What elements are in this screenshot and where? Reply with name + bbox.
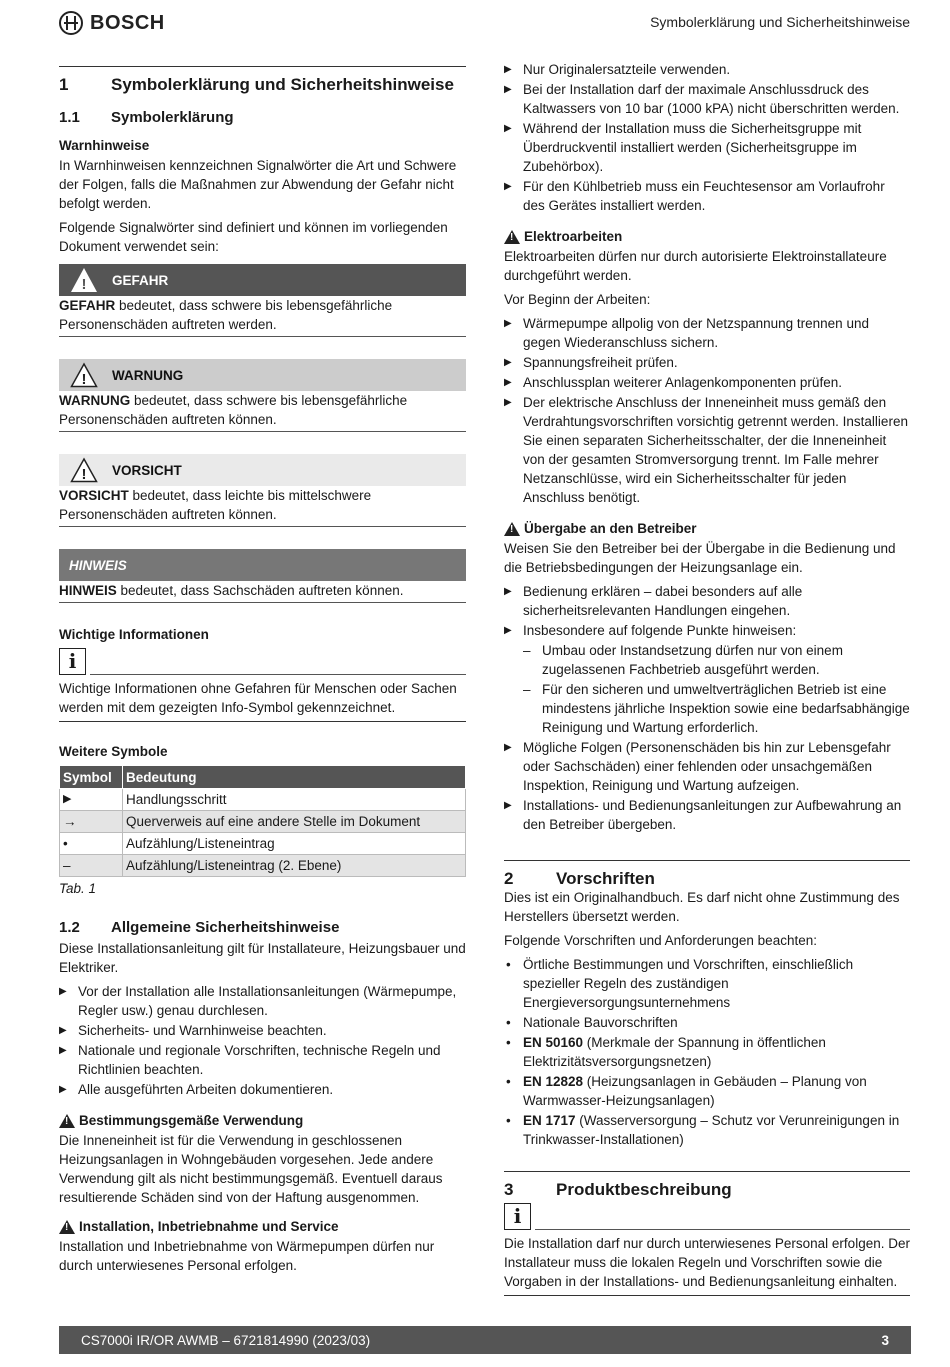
meaning-cell: Handlungsschritt bbox=[123, 789, 466, 811]
signal-word: VORSICHT bbox=[59, 488, 129, 503]
list-item: ▶ Wärmepumpe allpolig von der Netzspannung trennen und gegen Wiederanschluss sichern. bbox=[504, 314, 910, 352]
hinweis-description bbox=[59, 581, 466, 603]
installation-heading bbox=[59, 1217, 466, 1236]
column-header-bedeutung: Bedeutung bbox=[123, 766, 466, 789]
norm-code: EN 50160 bbox=[523, 1035, 584, 1050]
document-id: CS7000i IR/OR AWMB – 6721814990 (2023/03) bbox=[81, 1332, 371, 1348]
signal-word: GEFAHR bbox=[59, 298, 116, 313]
info-symbol-row bbox=[504, 1203, 910, 1230]
paragraph: Die Inneneinheit ist für die Verwendung in geschlossenen Heizungsanlagen in Wohngebäuden vorgesehen. Jede andere Verwendung gilt als nicht bestimmungsgemäß. Eventuell daraus resultierende Schäden sind von der Haftung ausgenommen. bbox=[59, 1133, 443, 1205]
info-icon: i bbox=[59, 648, 86, 675]
warning-triangle-icon bbox=[69, 455, 99, 485]
info-symbol-row bbox=[59, 648, 466, 675]
warning-triangle-icon bbox=[59, 1114, 75, 1128]
section-number: 1 bbox=[59, 75, 69, 94]
norm-text: (Merkmale der Spannung in öffentlichen Elektrizitätsversorgungsnetzen) bbox=[523, 1035, 826, 1069]
table-row bbox=[60, 855, 466, 877]
section-1-1-heading bbox=[59, 108, 466, 127]
section-number: 1.1 bbox=[59, 109, 80, 126]
signal-label: VORSICHT bbox=[112, 462, 182, 478]
paragraph: In Warnhinweisen kennzeichnen Signalwörter die Art und Schwere der Folgen, falls die Maßnahmen zur Abwendung der Gefahr nicht befolgt werden. bbox=[59, 158, 457, 211]
bosch-armature-icon bbox=[59, 11, 83, 35]
warning-triangle-icon bbox=[69, 265, 99, 295]
paragraph: Folgende Signalwörter sind definiert und können im vorliegenden Dokument verwendet sein: bbox=[59, 220, 448, 254]
norm-text: (Wasserversorgung – Schutz vor Verunreinigungen in Trinkwasser-Installationen) bbox=[523, 1113, 900, 1147]
vorsicht-description bbox=[59, 486, 466, 527]
section-title: Allgemeine Sicherheitshinweise bbox=[111, 919, 340, 936]
elektro-heading bbox=[504, 227, 910, 246]
warnhinweise-heading: Warnhinweise bbox=[59, 138, 150, 153]
page-footer bbox=[59, 1326, 911, 1354]
norm-text: (Heizungsanlagen in Gebäuden – Planung von Warmwasser-Heizungsanlagen) bbox=[523, 1074, 867, 1108]
list-item: ▶ Nur Originalersatzteile verwenden. bbox=[504, 60, 910, 79]
gefahr-banner bbox=[59, 264, 466, 296]
table-caption: Tab. 1 bbox=[59, 881, 97, 896]
sub-list-item: – Für den sicheren und umweltverträglichen Betrieb ist eine mindestens jährliche Inspektion sowie eine bedarfsabhängige Reinigung und Wartung erforderlich. bbox=[504, 680, 910, 737]
list-item bbox=[504, 1072, 910, 1110]
section-title: Vorschriften bbox=[556, 869, 655, 888]
meaning-cell: Querverweis auf eine andere Stelle im Dokument bbox=[123, 811, 466, 833]
sub-list-item: – Umbau oder Instandsetzung dürfen nur von einem zugelassenen Fachbetrieb ausgeführt werden. bbox=[504, 641, 910, 679]
right-column bbox=[504, 60, 910, 1301]
warning-triangle-icon bbox=[69, 360, 99, 390]
svg-text:!: ! bbox=[81, 466, 87, 483]
list-item: ▶ Alle ausgeführten Arbeiten dokumentieren. bbox=[59, 1080, 466, 1099]
signal-text: bedeutet, dass Sachschäden auftreten können. bbox=[116, 583, 404, 598]
section-title: Symbolerklärung bbox=[111, 109, 234, 126]
list-item: ▶ Installations- und Bedienungsanleitungen zur Aufbewahrung an den Betreiber übergeben. bbox=[504, 796, 910, 834]
wichtige-informationen-heading: Wichtige Informationen bbox=[59, 627, 209, 642]
signal-label: WARNUNG bbox=[112, 367, 184, 383]
list-item: ▶ Vor der Installation alle Installationsanleitungen (Wärmepumpe, Regler usw.) genau durchlesen. bbox=[59, 982, 466, 1020]
svg-text:!: ! bbox=[81, 276, 87, 293]
list-item: ▶ Insbesondere auf folgende Punkte hinweisen: bbox=[504, 621, 910, 640]
svg-text:!: ! bbox=[81, 371, 87, 388]
signal-word: WARNUNG bbox=[59, 393, 131, 408]
section-number: 1.2 bbox=[59, 919, 80, 936]
symbol-cell: ▶ bbox=[60, 789, 123, 811]
meaning-cell: Aufzählung/Listeneintrag (2. Ebene) bbox=[123, 855, 466, 877]
list-item: ▶ Der elektrische Anschluss der Inneneinheit muss gemäß den Verdrahtungsvorschriften vorsichtig getrennt werden. Installieren Sie einen separaten Sicherheitsschalter, der die Inneneinheit von der gesamten Stromversorgung trennt. Im Falle mehrer Netzanschlüsse, wird ein Sicherheitsschalter für jeden Anschluss benötigt. bbox=[504, 393, 910, 507]
heading-text: Installation, Inbetriebnahme und Service bbox=[79, 1219, 339, 1234]
list-item: ▶ Mögliche Folgen (Personenschäden bis hin zur Lebensgefahr oder Sachschäden) einer fehlenden oder unsachgemäßen Inspektion, Reinigung und Wartung aufzeigen. bbox=[504, 738, 910, 795]
warning-triangle-icon bbox=[504, 522, 520, 536]
divider bbox=[535, 1229, 910, 1230]
section-title: Symbolerklärung und Sicherheitshinweise bbox=[111, 75, 454, 94]
bosch-logo bbox=[59, 11, 165, 35]
installation-list bbox=[504, 60, 910, 215]
symbol-cell: → bbox=[60, 811, 123, 833]
warning-triangle-icon bbox=[59, 1220, 75, 1234]
column-header-symbol: Symbol bbox=[60, 766, 123, 789]
list-item: ▶ Bei der Installation darf der maximale Anschlussdruck des Kaltwassers von 10 bar (1000 kPA) nicht überschritten werden. bbox=[504, 80, 910, 118]
info-icon: i bbox=[504, 1203, 531, 1230]
safety-list bbox=[59, 982, 466, 1099]
page-number: 3 bbox=[881, 1332, 889, 1348]
brand-name: BOSCH bbox=[90, 11, 165, 34]
heading-text: Bestimmungsgemäße Verwendung bbox=[79, 1113, 304, 1128]
uebergabe-heading bbox=[504, 519, 910, 538]
gefahr-description bbox=[59, 296, 466, 337]
table-row bbox=[60, 789, 466, 811]
list-item: ▶ Spannungsfreiheit prüfen. bbox=[504, 353, 910, 372]
list-item: • Örtliche Bestimmungen und Vorschriften, einschließlich spezieller Regeln des zuständigen Energieversorgungsunternehmens bbox=[504, 955, 910, 1012]
left-column bbox=[59, 60, 466, 1280]
signal-text: bedeutet, dass schwere bis lebensgefährliche Personenschäden auftreten können. bbox=[59, 393, 408, 427]
info-text: Die Installation darf nur durch unterwiesenes Personal erfolgen. Der Installateur muss die lokalen Regeln und Vorschriften sowie die Vorgaben in der Installations- und Bedienungsanleitung einhalten. bbox=[504, 1234, 910, 1296]
list-item: ▶ Anschlussplan weiterer Anlagenkomponenten prüfen. bbox=[504, 373, 910, 392]
warning-triangle-icon bbox=[504, 230, 520, 244]
signal-label: GEFAHR bbox=[112, 272, 169, 288]
vorsicht-banner bbox=[59, 454, 466, 486]
paragraph: Vor Beginn der Arbeiten: bbox=[504, 292, 651, 307]
symbol-table bbox=[59, 765, 466, 877]
elektro-list bbox=[504, 314, 910, 507]
warnung-description bbox=[59, 391, 466, 432]
vorschriften-list bbox=[504, 955, 910, 1149]
list-item bbox=[504, 1111, 910, 1149]
symbol-cell: • bbox=[60, 833, 123, 855]
norm-code: EN 12828 bbox=[523, 1074, 584, 1089]
heading-text: Übergabe an den Betreiber bbox=[524, 521, 697, 536]
signal-word: HINWEIS bbox=[59, 583, 117, 598]
section-number: 2 bbox=[504, 869, 514, 888]
section-2-heading bbox=[504, 860, 910, 888]
list-item: ▶ Nationale und regionale Vorschriften, technische Regeln und Richtlinien beachten. bbox=[59, 1041, 466, 1079]
section-number: 3 bbox=[504, 1180, 514, 1199]
paragraph: Diese Installationsanleitung gilt für Installateure, Heizungsbauer und Elektriker. bbox=[59, 941, 466, 975]
heading-text: Elektroarbeiten bbox=[524, 229, 623, 244]
running-header: Symbolerklärung und Sicherheitshinweise bbox=[650, 14, 910, 30]
list-item: ▶ Für den Kühlbetrieb muss ein Feuchtesensor am Vorlaufrohr des Gerätes installiert werden. bbox=[504, 177, 910, 215]
section-title: Produktbeschreibung bbox=[556, 1180, 732, 1199]
weitere-symbole-heading: Weitere Symbole bbox=[59, 744, 168, 759]
norm-code: EN 1717 bbox=[523, 1113, 576, 1128]
symbol-cell: – bbox=[60, 855, 123, 877]
hinweis-banner bbox=[59, 549, 466, 581]
meaning-cell: Aufzählung/Listeneintrag bbox=[123, 833, 466, 855]
section-3-heading bbox=[504, 1171, 910, 1199]
info-text: Wichtige Informationen ohne Gefahren für Menschen oder Sachen werden mit dem gezeigten Info-Symbol gekennzeichnet. bbox=[59, 679, 466, 722]
signal-label: HINWEIS bbox=[69, 557, 127, 573]
table-row bbox=[60, 833, 466, 855]
bestimmung-heading bbox=[59, 1111, 466, 1130]
divider bbox=[90, 674, 466, 675]
table-header-row bbox=[60, 766, 466, 789]
section-1-heading bbox=[59, 66, 466, 94]
section-1-2-heading bbox=[59, 918, 466, 937]
paragraph: Dies ist ein Originalhandbuch. Es darf nicht ohne Zustimmung des Herstellers übersetzt werden. bbox=[504, 890, 900, 924]
uebergabe-list bbox=[504, 582, 910, 834]
list-item: ▶ Während der Installation muss die Sicherheitsgruppe mit Überdruckventil installiert werden (Sicherheitsgruppe im Zubehörbox). bbox=[504, 119, 910, 176]
signal-text: bedeutet, dass schwere bis lebensgefährliche Personenschäden auftreten werden. bbox=[59, 298, 393, 332]
paragraph: Folgende Vorschriften und Anforderungen beachten: bbox=[504, 933, 817, 948]
signal-text: bedeutet, dass leichte bis mittelschwere Personenschäden auftreten können. bbox=[59, 488, 372, 522]
list-item: ▶ Bedienung erklären – dabei besonders auf alle sicherheitsrelevanten Handlungen eingehen. bbox=[504, 582, 910, 620]
paragraph: Weisen Sie den Betreiber bei der Übergabe in die Bedienung und die Betriebsbedingungen der Heizungsanlage ein. bbox=[504, 541, 896, 575]
table-row bbox=[60, 811, 466, 833]
list-item: ▶ Sicherheits- und Warnhinweise beachten. bbox=[59, 1021, 466, 1040]
list-item bbox=[504, 1033, 910, 1071]
paragraph: Elektroarbeiten dürfen nur durch autorisierte Elektroinstallateure durchgeführt werden. bbox=[504, 249, 887, 283]
warnung-banner bbox=[59, 359, 466, 391]
paragraph: Installation und Inbetriebnahme von Wärmepumpen dürfen nur durch unterwiesenes Personal erfolgen. bbox=[59, 1239, 435, 1273]
list-item: • Nationale Bauvorschriften bbox=[504, 1013, 910, 1032]
